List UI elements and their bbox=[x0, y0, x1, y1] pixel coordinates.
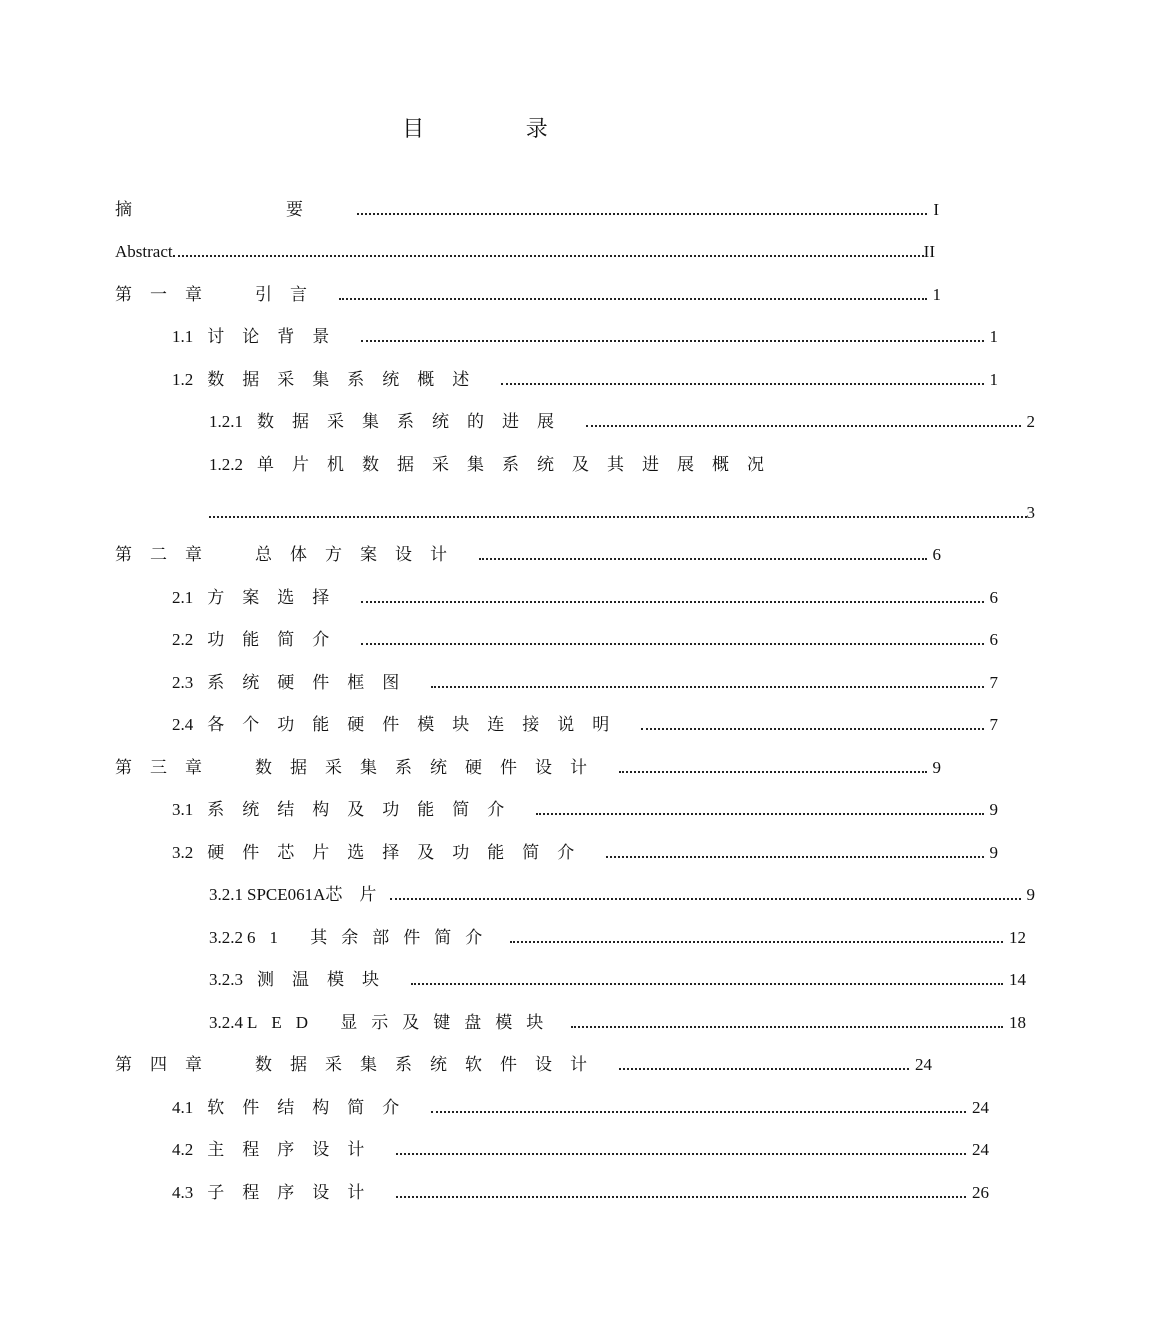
toc-entry-text: 主程序设计 bbox=[207, 1140, 383, 1159]
toc-leader bbox=[361, 339, 983, 342]
toc-entry-text: 子程序设计 bbox=[207, 1183, 383, 1202]
toc-leader bbox=[571, 1025, 1003, 1028]
toc-leader bbox=[357, 212, 927, 215]
toc-entry[interactable] bbox=[0, 794, 1122, 820]
toc-entry[interactable] bbox=[0, 194, 1065, 220]
toc-entry[interactable] bbox=[0, 364, 1122, 390]
toc-leader bbox=[536, 812, 983, 815]
toc-entry[interactable] bbox=[0, 879, 1159, 905]
toc-entry[interactable] bbox=[0, 922, 1159, 948]
toc-entry-text: 第二章 总体方案设计 bbox=[115, 545, 465, 564]
toc-entry-page: 9 bbox=[932, 758, 941, 777]
toc-entry-number: 1.2 bbox=[172, 370, 194, 389]
toc-entry[interactable] bbox=[0, 582, 1122, 608]
toc-leader bbox=[586, 424, 1021, 427]
toc-entry-page: 6 bbox=[989, 588, 998, 607]
toc-leader bbox=[361, 642, 983, 645]
toc-entry[interactable] bbox=[0, 1177, 1122, 1203]
toc-entry-number: 3.2.2 bbox=[209, 928, 243, 947]
toc-entry[interactable] bbox=[0, 709, 1122, 735]
toc-leader bbox=[510, 940, 1003, 943]
toc-entry-number: 3.1 bbox=[172, 800, 194, 819]
toc-entry-page: 1 bbox=[989, 327, 998, 346]
toc-entry-page: 6 bbox=[932, 545, 941, 564]
toc-leader bbox=[396, 1152, 966, 1155]
toc-entry-text: 第一章 引言 bbox=[115, 285, 325, 304]
toc-entry-page: 24 bbox=[972, 1098, 989, 1117]
toc-leader bbox=[209, 515, 1027, 518]
toc-entry-page: 2 bbox=[1026, 412, 1035, 431]
toc-entry-page: 26 bbox=[972, 1183, 989, 1202]
toc-leader bbox=[361, 600, 983, 603]
toc-leader bbox=[641, 727, 983, 730]
toc-entry-text: 数据采集系统概述 bbox=[207, 370, 488, 389]
toc-leader bbox=[173, 254, 924, 257]
toc-entry-number: 3.2 bbox=[172, 843, 194, 862]
toc-leader bbox=[339, 297, 927, 300]
toc-entry[interactable] bbox=[0, 406, 1159, 432]
toc-leader bbox=[619, 1067, 909, 1070]
toc-entry[interactable] bbox=[0, 1049, 1065, 1075]
toc-entry-text: Abstract bbox=[115, 242, 173, 261]
toc-entry-continuation[interactable] bbox=[0, 497, 1159, 523]
toc-entry-page: 24 bbox=[972, 1140, 989, 1159]
toc-entry[interactable] bbox=[0, 1092, 1122, 1118]
toc-entry-page: 24 bbox=[915, 1055, 932, 1074]
toc-entry[interactable] bbox=[0, 667, 1122, 693]
toc-entry-text: 系统结构及功能简介 bbox=[207, 800, 523, 819]
toc-leader bbox=[501, 382, 983, 385]
toc-entry-page: 1 bbox=[989, 370, 998, 389]
toc-entry-text: SPCE061A芯 片 bbox=[247, 885, 377, 904]
toc-entry-page: 9 bbox=[1026, 885, 1035, 904]
toc-leader bbox=[606, 855, 983, 858]
toc-leader bbox=[396, 1195, 966, 1198]
toc-entry-number: 2.1 bbox=[172, 588, 194, 607]
toc-entry-text: 系统硬件框图 bbox=[207, 673, 418, 692]
toc-entry-page: I bbox=[933, 200, 939, 219]
toc-entry-page: 7 bbox=[989, 673, 998, 692]
toc-entry[interactable] bbox=[0, 321, 1122, 347]
toc-entry[interactable] bbox=[0, 279, 1065, 305]
toc-leader bbox=[431, 1110, 966, 1113]
toc-leader bbox=[411, 982, 1003, 985]
toc-leader bbox=[619, 770, 927, 773]
toc-entry-page: 7 bbox=[989, 715, 998, 734]
toc-entry-text: 61 其余部件简介 bbox=[247, 928, 497, 947]
toc-entry-number: 1.1 bbox=[172, 327, 194, 346]
toc-entry[interactable] bbox=[0, 1134, 1122, 1160]
toc-entry-text: 摘 要 bbox=[115, 200, 343, 219]
toc-entry-page: 14 bbox=[1009, 970, 1026, 989]
toc-entry[interactable] bbox=[0, 1007, 1159, 1033]
toc-entry-number: 4.2 bbox=[172, 1140, 194, 1159]
toc-title: 目 录 bbox=[402, 116, 596, 141]
toc-entry-page: II bbox=[923, 242, 935, 261]
toc-entry-text: 硬件芯片选择及功能简介 bbox=[207, 843, 593, 862]
toc-entry[interactable] bbox=[0, 752, 1065, 778]
toc-entry[interactable] bbox=[0, 964, 1159, 990]
toc-entry-text: 软件结构简介 bbox=[207, 1098, 418, 1117]
toc-entry-text: 各个功能硬件模块连接说明 bbox=[207, 715, 628, 734]
toc-entry-number: 1.2.1 bbox=[209, 412, 243, 431]
toc-leader bbox=[431, 685, 983, 688]
toc-entry-number: 2.3 bbox=[172, 673, 194, 692]
toc-entry-text: 测温模块 bbox=[257, 970, 397, 989]
toc-entry-page: 3 bbox=[1026, 503, 1035, 522]
toc-entry-number: 3.2.4 bbox=[209, 1013, 243, 1032]
toc-entry-number: 1.2.2 bbox=[209, 455, 243, 474]
toc-entry-text: 功能简介 bbox=[207, 630, 348, 649]
toc-entry-text: LED 显示及键盘模块 bbox=[247, 1013, 558, 1032]
toc-entry-text: 方案选择 bbox=[207, 588, 348, 607]
toc-entry-page: 6 bbox=[989, 630, 998, 649]
toc-entry-page: 9 bbox=[989, 800, 998, 819]
toc-entry-page: 9 bbox=[989, 843, 998, 862]
toc-entry-text: 第三章 数据采集系统硬件设计 bbox=[115, 758, 605, 777]
toc-entry-text: 数据采集系统的进展 bbox=[257, 412, 572, 431]
toc-entry-text: 第四章 数据采集系统软件设计 bbox=[115, 1055, 605, 1074]
toc-entry-number: 4.3 bbox=[172, 1183, 194, 1202]
toc-entry[interactable] bbox=[0, 624, 1122, 650]
toc-entry-number: 4.1 bbox=[172, 1098, 194, 1117]
toc-leader bbox=[479, 557, 927, 560]
toc-entry-page: 1 bbox=[932, 285, 941, 304]
toc-entry-number: 3.2.3 bbox=[209, 970, 243, 989]
toc-entry[interactable] bbox=[0, 837, 1122, 863]
toc-entry-text: 讨论背景 bbox=[207, 327, 348, 346]
toc-entry-text: 单片机数据采集系统及其进展概况 bbox=[257, 455, 782, 474]
toc-entry-number: 2.4 bbox=[172, 715, 194, 734]
toc-entry-page: 12 bbox=[1009, 928, 1026, 947]
toc-entry[interactable] bbox=[0, 236, 1065, 262]
toc-entry-page: 18 bbox=[1009, 1013, 1026, 1032]
toc-leader bbox=[390, 897, 1020, 900]
toc-entry-number: 3.2.1 bbox=[209, 885, 243, 904]
toc-entry[interactable] bbox=[0, 449, 1159, 475]
toc-entry[interactable] bbox=[0, 539, 1065, 565]
toc-entry-number: 2.2 bbox=[172, 630, 194, 649]
